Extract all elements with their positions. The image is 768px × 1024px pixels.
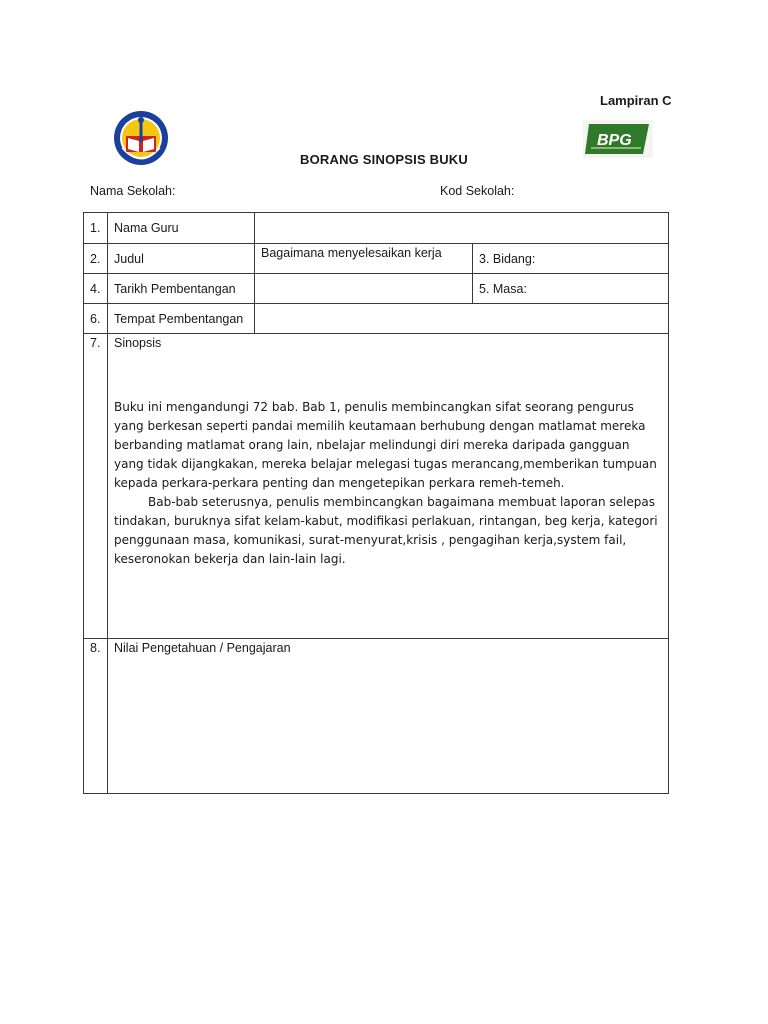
row-number: 4. <box>84 274 108 304</box>
row-number: 7. <box>84 334 108 639</box>
nama-sekolah-label: Nama Sekolah: <box>90 184 176 198</box>
tempat-label: Tempat Pembentangan <box>108 304 255 334</box>
form-title: BORANG SINOPSIS BUKU <box>300 152 468 167</box>
tempat-field[interactable] <box>255 304 669 334</box>
judul-label: Judul <box>108 244 255 274</box>
row-number: 1. <box>84 213 108 244</box>
nama-guru-label: Nama Guru <box>108 213 255 244</box>
judul-field[interactable]: Bagaimana menyelesaikan kerja <box>255 244 473 274</box>
tarikh-field[interactable] <box>255 274 473 304</box>
nilai-cell[interactable] <box>108 639 669 794</box>
svg-text:BPG: BPG <box>597 132 632 149</box>
form-row-sinopsis <box>84 334 669 639</box>
tarikh-label: Tarikh Pembentangan <box>108 274 255 304</box>
form-row-tarikh <box>84 274 669 304</box>
row-number: 6. <box>84 304 108 334</box>
form-row-nama-guru <box>84 213 669 244</box>
sinopsis-paragraph-1: Buku ini mengandungi 72 bab. Bab 1, penulis membincangkan sifat seorang pengurus yang berkesan seperti pandai memilih keutamaan berhubung dengan matlamat mereka berbanding matlamat orang lain, nbelajar melindungi diri mereka daripada gangguan yang tidak dijangkakan, mereka belajar melegasi tugas merancang,memberikan tumpuan kepada perkara-perkara penting dan mengetepikan perkara remeh-temeh. <box>114 400 657 490</box>
sinopsis-label: Sinopsis <box>114 336 162 350</box>
sinopsis-text <box>114 398 660 569</box>
form-row-nilai <box>84 639 669 794</box>
lampiran-label: Lampiran C <box>600 93 672 108</box>
bidang-field[interactable]: 3. Bidang: <box>473 244 669 274</box>
synopsis-form-table <box>83 212 669 794</box>
sinopsis-cell[interactable] <box>108 334 669 639</box>
form-row-judul <box>84 244 669 274</box>
row-number: 8. <box>84 639 108 794</box>
form-row-tempat <box>84 304 669 334</box>
row-number: 2. <box>84 244 108 274</box>
sinopsis-paragraph-2: Bab-bab seterusnya, penulis membincangkan bagaimana membuat laporan selepas tindakan, buruknya sifat kelam-kabut, modifikasi perlakuan, rintangan, beg kerja, kategori penggunaan masa, komunikasi, surat-menyurat,krisis , pengagihan kerja,system fail, keseronokan bekerja dan lain-lain lagi. <box>114 495 658 566</box>
kod-sekolah-label: Kod Sekolah: <box>440 184 515 198</box>
nama-guru-field[interactable] <box>255 213 669 244</box>
nilai-label: Nilai Pengetahuan / Pengajaran <box>114 641 291 655</box>
masa-field[interactable]: 5. Masa: <box>473 274 669 304</box>
